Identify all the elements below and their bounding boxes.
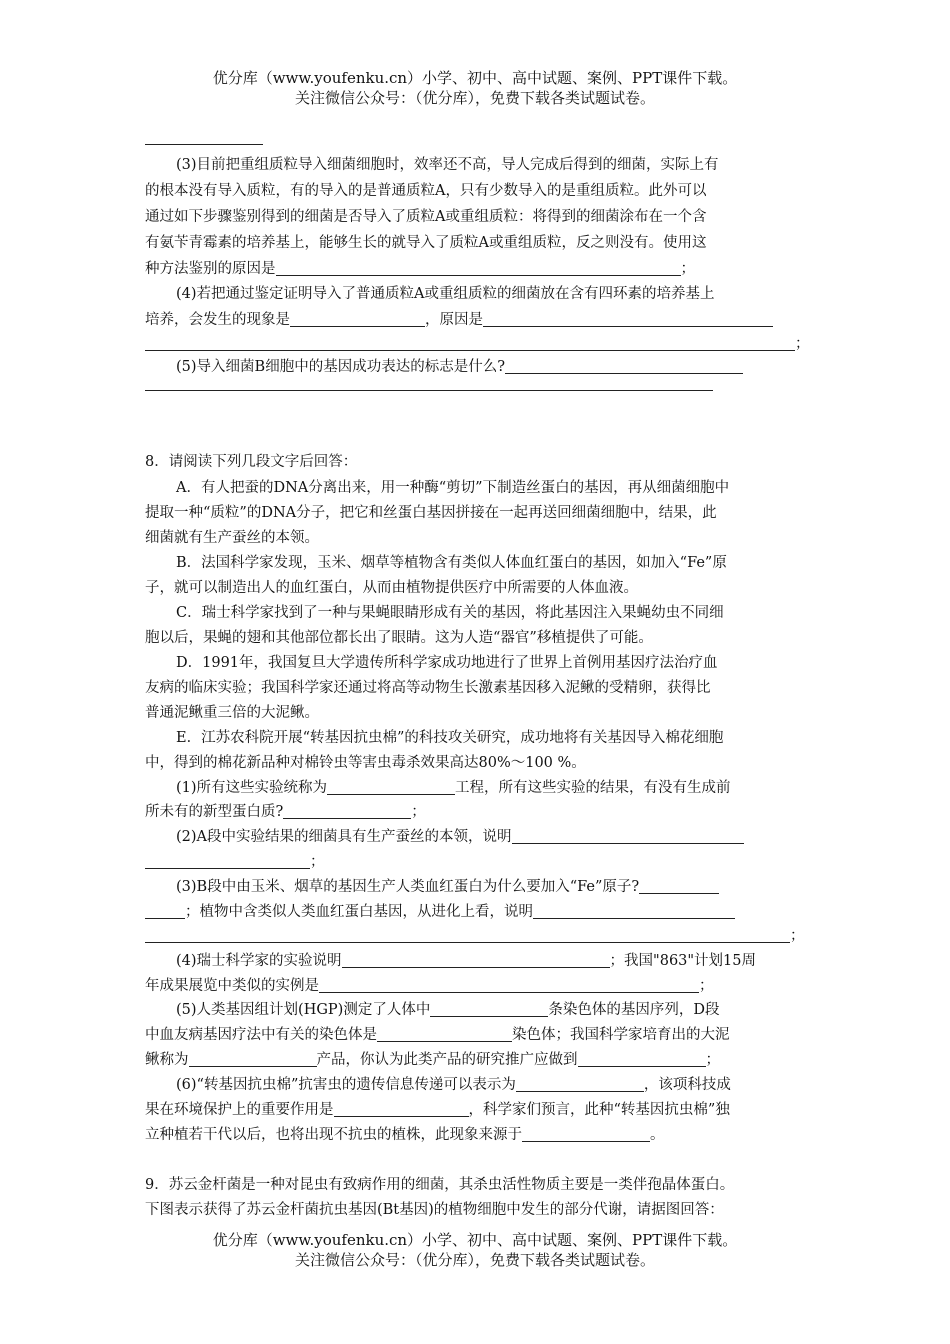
q8-q5-text-5: 鳅称为	[145, 1052, 189, 1068]
semicolon: ；	[790, 928, 805, 944]
semicolon: ；	[310, 854, 325, 870]
q8-q3-line-3	[145, 926, 805, 946]
semicolon: ；	[699, 978, 714, 994]
answer-blank	[276, 259, 681, 276]
q8-q3-text: (3)B段中由玉米、烟草的基因生产人类血红蛋白为什么要加入“Fe”原子?	[176, 879, 640, 895]
q7-p4-line-2	[145, 310, 773, 330]
q7-p4-text-2: ，原因是	[425, 312, 483, 328]
q8-q6-text-5: 立种植若干代以后，也将出现不抗虫的植株，此现象来源于	[145, 1127, 522, 1143]
q8-q1-text: (1)所有这些实验统称为	[176, 780, 328, 796]
answer-blank	[334, 1100, 469, 1117]
q8-c-line-2: 胞以后，果蝇的翅和其他部位都长出了眼睛。这为人造“器官”移植提供了可能。	[145, 630, 653, 646]
answer-blank	[430, 1000, 548, 1017]
q8-q2-line-2	[145, 852, 325, 872]
q8-q1-text-3: 所未有的新型蛋白质?	[145, 804, 284, 820]
q8-c-line-1: C．瑞士科学家找到了一种与果蝇眼睛形成有关的基因，将此基因注入果蝇幼虫不同细	[176, 605, 724, 621]
answer-blank	[290, 310, 425, 327]
answer-blank	[483, 310, 773, 327]
q7-p3-line-5	[145, 259, 695, 279]
answer-blank	[342, 951, 610, 968]
q8-q2-line-1	[176, 827, 744, 847]
answer-blank	[283, 802, 411, 819]
q8-q4-line-2	[145, 976, 714, 996]
q7-p3-text: 种方法鉴别的原因是	[145, 261, 276, 277]
semicolon: ；	[705, 1052, 720, 1068]
header-line-2: 关注微信公众号：（优分库），免费下载各类试题试卷。	[294, 89, 655, 107]
q8-q6-text: (6)“转基因抗虫棉”抗害虫的遗传信息传递可以表示为	[176, 1077, 516, 1093]
q8-b-line-1: B．法国科学家发现，玉米、烟草等植物含有类似人体血红蛋白的基因，如加入“Fe”原	[176, 555, 727, 571]
q8-q2-text: (2)A段中实验结果的细菌具有生产蚕丝的本领，说明	[176, 829, 512, 845]
q8-d-line-2: 友病的临床实验；我国科学家还通过将高等动物生长激素基因移入泥鳅的受精卵，获得比	[145, 680, 711, 696]
q7-p3-line-1: (3)目前把重组质粒导入细菌细胞时，效率还不高，导人完成后得到的细菌，实际上有	[176, 157, 719, 173]
q8-q5-text: (5)人类基因组计划(HGP)测定了人体中	[176, 1002, 431, 1018]
q8-q6-text-2: ，该项科技成	[643, 1077, 731, 1093]
q7-p4-line-3	[145, 334, 810, 354]
answer-blank	[189, 1050, 317, 1067]
q7-p3-line-4: 有氨苄青霉素的培养基上，能够生长的就导入了质粒A或重组质粒，反之则没有。使用这	[145, 235, 707, 251]
q8-q5-line-3	[145, 1050, 720, 1070]
q8-q6-line-1	[176, 1075, 731, 1095]
q8-q5-line-1	[176, 1000, 719, 1020]
q8-q6-text-3: 果在环境保护上的重要作用是	[145, 1102, 334, 1118]
answer-blank	[533, 902, 735, 919]
q8-q4-text-3: 年成果展览中类似的实例是	[145, 978, 319, 994]
answer-blank	[145, 902, 185, 919]
q8-q5-line-2	[145, 1025, 730, 1045]
q8-q1-line-2	[145, 802, 426, 822]
answer-blank	[522, 1125, 650, 1142]
answer-blank	[319, 976, 699, 993]
q8-q4-line-1	[176, 951, 756, 971]
q8-a-line-2: 提取一种“质粒”的DNA分子，把它和丝蛋白基因拼接在一起再送回细菌细胞中，结果，此	[145, 505, 717, 521]
q7-p3-line-3: 通过如下步骤鉴别得到的细菌是否导入了质粒A或重组质粒：将得到的细菌涂布在一个含	[145, 209, 707, 225]
q7-p4-line-1: (4)若把通过鉴定证明导入了普通质粒A或重组质粒的细菌放在含有四环素的培养基上	[176, 286, 715, 302]
footer-line-1: 优分库（www.youfenku.cn）小学、初中、高中试题、案例、PPT课件下载。	[212, 1231, 738, 1249]
semicolon: ；	[680, 261, 695, 277]
q8-e-line-1: E．江苏农科院开展“转基因抗虫棉”的科技攻关研究，成功地将有关基因导入棉花细胞	[176, 730, 724, 746]
q8-d-line-1: D．1991年，我国复旦大学遗传所科学家成功地进行了世界上首例用基因疗法治疗血	[176, 655, 718, 671]
q8-q6-text-4: ，科学家们预言，此种“转基因抗虫棉”独	[468, 1102, 730, 1118]
answer-blank	[145, 334, 795, 351]
q8-q3-text-2: ；植物中含类似人类血红蛋白基因，从进化上看，说明	[185, 904, 533, 920]
q8-e-line-2: 中，得到的棉花新品种对棉铃虫等害虫毒杀效果高达80%～100 %。	[145, 755, 586, 771]
answer-line	[145, 144, 263, 145]
answer-blank	[145, 852, 310, 869]
header-line-1: 优分库（www.youfenku.cn）小学、初中、高中试题、案例、PPT课件下载。	[212, 69, 738, 87]
period: 。	[650, 1127, 665, 1143]
answer-blank	[377, 1025, 512, 1042]
q8-b-line-2: 子，就可以制造出人的血红蛋白，从而由植物提供医疗中所需要的人体血液。	[145, 580, 638, 596]
semicolon: ；	[411, 804, 426, 820]
q9-line-2: 下图表示获得了苏云金杆菌抗虫基因(Bt基因)的植物细胞中发生的部分代谢，请据图回答：	[145, 1202, 724, 1218]
q8-q1-line-1	[176, 778, 731, 798]
q7-p5-text: (5)导入细菌B细胞中的基因成功表达的标志是什么?	[176, 359, 505, 375]
answer-blank	[578, 1050, 706, 1067]
q8-q5-text-2: 条染色体的基因序列，D段	[548, 1002, 720, 1018]
q7-p4-text: 培养，会发生的现象是	[145, 312, 290, 328]
q8-q5-text-6: 产品，你认为此类产品的研究推广应做到	[316, 1052, 578, 1068]
answer-blank	[145, 926, 790, 943]
answer-blank	[327, 778, 455, 795]
q8-q3-line-1	[176, 877, 719, 897]
footer-line-2: 关注微信公众号：（优分库），免费下载各类试题试卷。	[294, 1251, 655, 1269]
q8-q1-text-2: 工程，所有这些实验的结果，有没有生成前	[455, 780, 731, 796]
q8-q5-text-4: 染色体；我国科学家培育出的大泥	[512, 1027, 730, 1043]
q8-q3-line-2	[145, 902, 735, 922]
answer-line	[145, 390, 713, 391]
q8-q4-text-2: ；我国"863"计划15周	[609, 953, 757, 969]
q8-title: 8．请阅读下列几段文字后回答：	[145, 454, 358, 470]
q7-p5-line-1	[176, 357, 743, 377]
answer-blank	[516, 1075, 644, 1092]
q8-q4-text: (4)瑞士科学家的实验说明	[176, 953, 342, 969]
q7-p3-line-2: 的根本没有导入质粒，有的导入的是普通质粒A，只有少数导入的是重组质粒。此外可以	[145, 183, 707, 199]
answer-blank	[639, 877, 719, 894]
q8-a-line-1: A．有人把蚕的DNA分离出来，用一种酶“剪切”下制造丝蛋白的基因，再从细菌细胞中	[176, 480, 730, 496]
q8-a-line-3: 细菌就有生产蚕丝的本领。	[145, 530, 319, 546]
q8-q5-text-3: 中血友病基因疗法中有关的染色体是	[145, 1027, 377, 1043]
q8-q6-line-3	[145, 1125, 665, 1145]
q8-q6-line-2	[145, 1100, 730, 1120]
q9-line-1: 9．苏云金杆菌是一种对昆虫有致病作用的细菌，其杀虫活性物质主要是一类伴孢晶体蛋白。	[145, 1177, 735, 1193]
q8-d-line-3: 普通泥鳅重三倍的大泥鳅。	[145, 705, 319, 721]
answer-blank	[512, 827, 744, 844]
answer-blank	[505, 357, 743, 374]
semicolon: ；	[795, 336, 810, 352]
